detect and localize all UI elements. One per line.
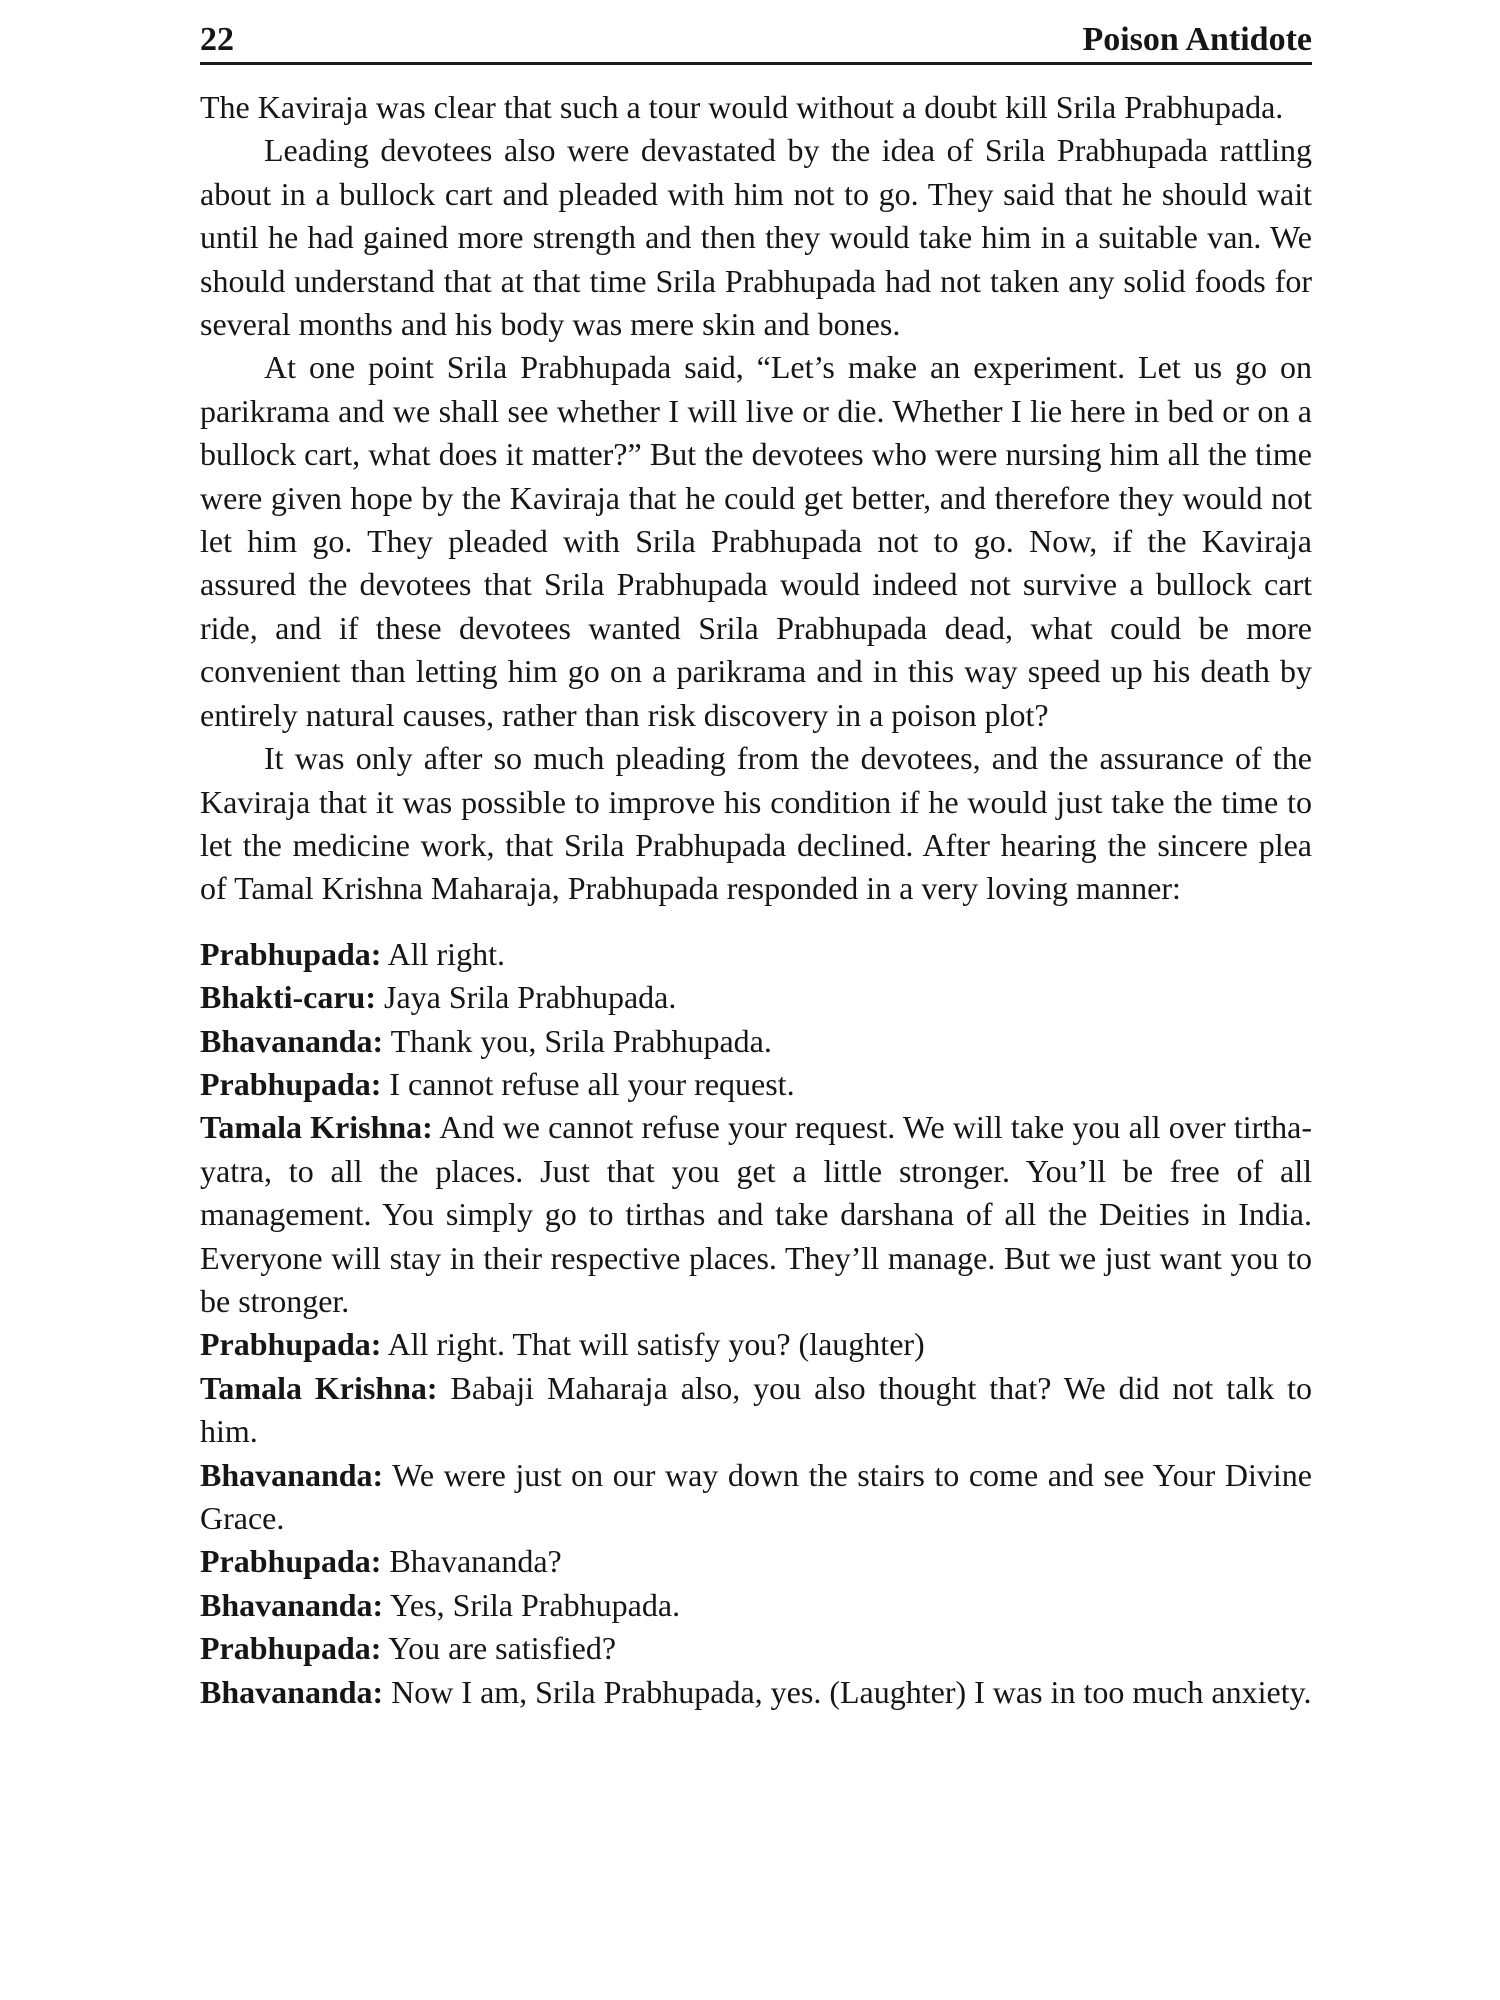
dialogue-line (200, 1584, 1312, 1627)
dialogue-text: Jaya Srila Prabhupada. (376, 979, 677, 1016)
paragraph: It was only after so much pleading from the devotees, and the assurance of the Kaviraja that it was possible to improve his condition if he would just take the time to let the medicine work, that Srila Prabhupada declined. After hearing the sincere plea of Tamal Krishna Maharaja, Prabhupada responded in a very loving manner: (200, 740, 1312, 907)
dialogue-text: Yes, Srila Prabhupada. (383, 1586, 681, 1623)
dialogue-text: We were just on our way down the stairs to come and see Your Divine Grace. (200, 1456, 1312, 1536)
dialogue-line (200, 1020, 1312, 1063)
dialogue-text: All right. (381, 935, 505, 972)
speaker-name: Bhavananda: (200, 1673, 384, 1710)
dialogue-text: Thank you, Srila Prabhupada. (383, 1022, 772, 1059)
running-title: Poison Antidote (1082, 21, 1312, 58)
speaker-name: Prabhupada: (200, 1065, 382, 1102)
speaker-name: Prabhupada: (200, 935, 382, 972)
dialogue-transcript (200, 933, 1312, 1714)
speaker-name: Tamala Krishna: (200, 1369, 438, 1406)
paragraph: The Kaviraja was clear that such a tour would without a doubt kill Srila Prabhupada. (200, 89, 1284, 125)
dialogue-text: And we cannot refuse your request. We will take you all over tirtha-yatra, to all the places. Just that you get a little stronger. You’ll be free of all management. You simply go to tirthas and take darshana of all the Deities in India. Everyone will stay in their respective places. They’ll manage. But we just want you to be stronger. (200, 1109, 1313, 1319)
dialogue-line (200, 1627, 1312, 1670)
dialogue-line (200, 1540, 1312, 1583)
speaker-name: Tamala Krishna: (200, 1109, 433, 1146)
speaker-name: Bhakti-caru: (200, 979, 376, 1016)
page-header (200, 18, 1312, 65)
dialogue-line (200, 1671, 1312, 1714)
dialogue-text: Now I am, Srila Prabhupada, yes. (Laughter) I was in too much anxiety. (383, 1673, 1312, 1710)
dialogue-text: All right. That will satisfy you? (laughter) (381, 1326, 925, 1363)
speaker-name: Prabhupada: (200, 1326, 382, 1363)
speaker-name: Bhavananda: (200, 1456, 384, 1493)
dialogue-line (200, 933, 1312, 976)
dialogue-line (200, 1106, 1312, 1323)
page-number: 22 (200, 21, 234, 58)
dialogue-text: Babaji Maharaja also, you also thought that? We did not talk to him. (200, 1369, 1313, 1450)
dialogue-line (200, 1323, 1312, 1366)
paragraph: At one point Srila Prabhupada said, “Let’s make an experiment. Let us go on parikrama and we shall see whether I will live or die. Whether I lie here in bed or on a bullock cart, what does it matter?” But the devotees who were nursing him all the time were given hope by the Kaviraja that he could get better, and therefore they would not let him go. They pleaded with Srila Prabhupada not to go. Now, if the Kaviraja assured the devotees that Srila Prabhupada would indeed not survive a bullock cart ride, and if these devotees wanted Srila Prabhupada dead, what could be more convenient than letting him go on a parikrama and in this way speed up his death by entirely natural causes, rather than risk discovery in a poison plot? (200, 349, 1312, 733)
dialogue-text: Bhavananda? (381, 1543, 562, 1580)
paragraph: Leading devotees also were devastated by the idea of Srila Prabhupada rattling about in a bullock cart and pleaded with him not to go. They said that he should wait until he had gained more strength and then they would take him in a suitable van. We should understand that at that time Srila Prabhupada had not taken any solid foods for several months and his body was mere skin and bones. (200, 132, 1312, 343)
body-text (200, 86, 1312, 1714)
speaker-name: Prabhupada: (200, 1630, 382, 1667)
dialogue-text: I cannot refuse all your request. (381, 1065, 795, 1102)
dialogue-line (200, 1454, 1312, 1541)
book-page (200, 0, 1312, 2000)
speaker-name: Bhavananda: (200, 1022, 384, 1059)
speaker-name: Bhavananda: (200, 1586, 384, 1623)
dialogue-text: You are satisfied? (381, 1630, 617, 1667)
dialogue-line (200, 1367, 1312, 1454)
dialogue-line (200, 976, 1312, 1019)
speaker-name: Prabhupada: (200, 1543, 382, 1580)
dialogue-line (200, 1063, 1312, 1106)
